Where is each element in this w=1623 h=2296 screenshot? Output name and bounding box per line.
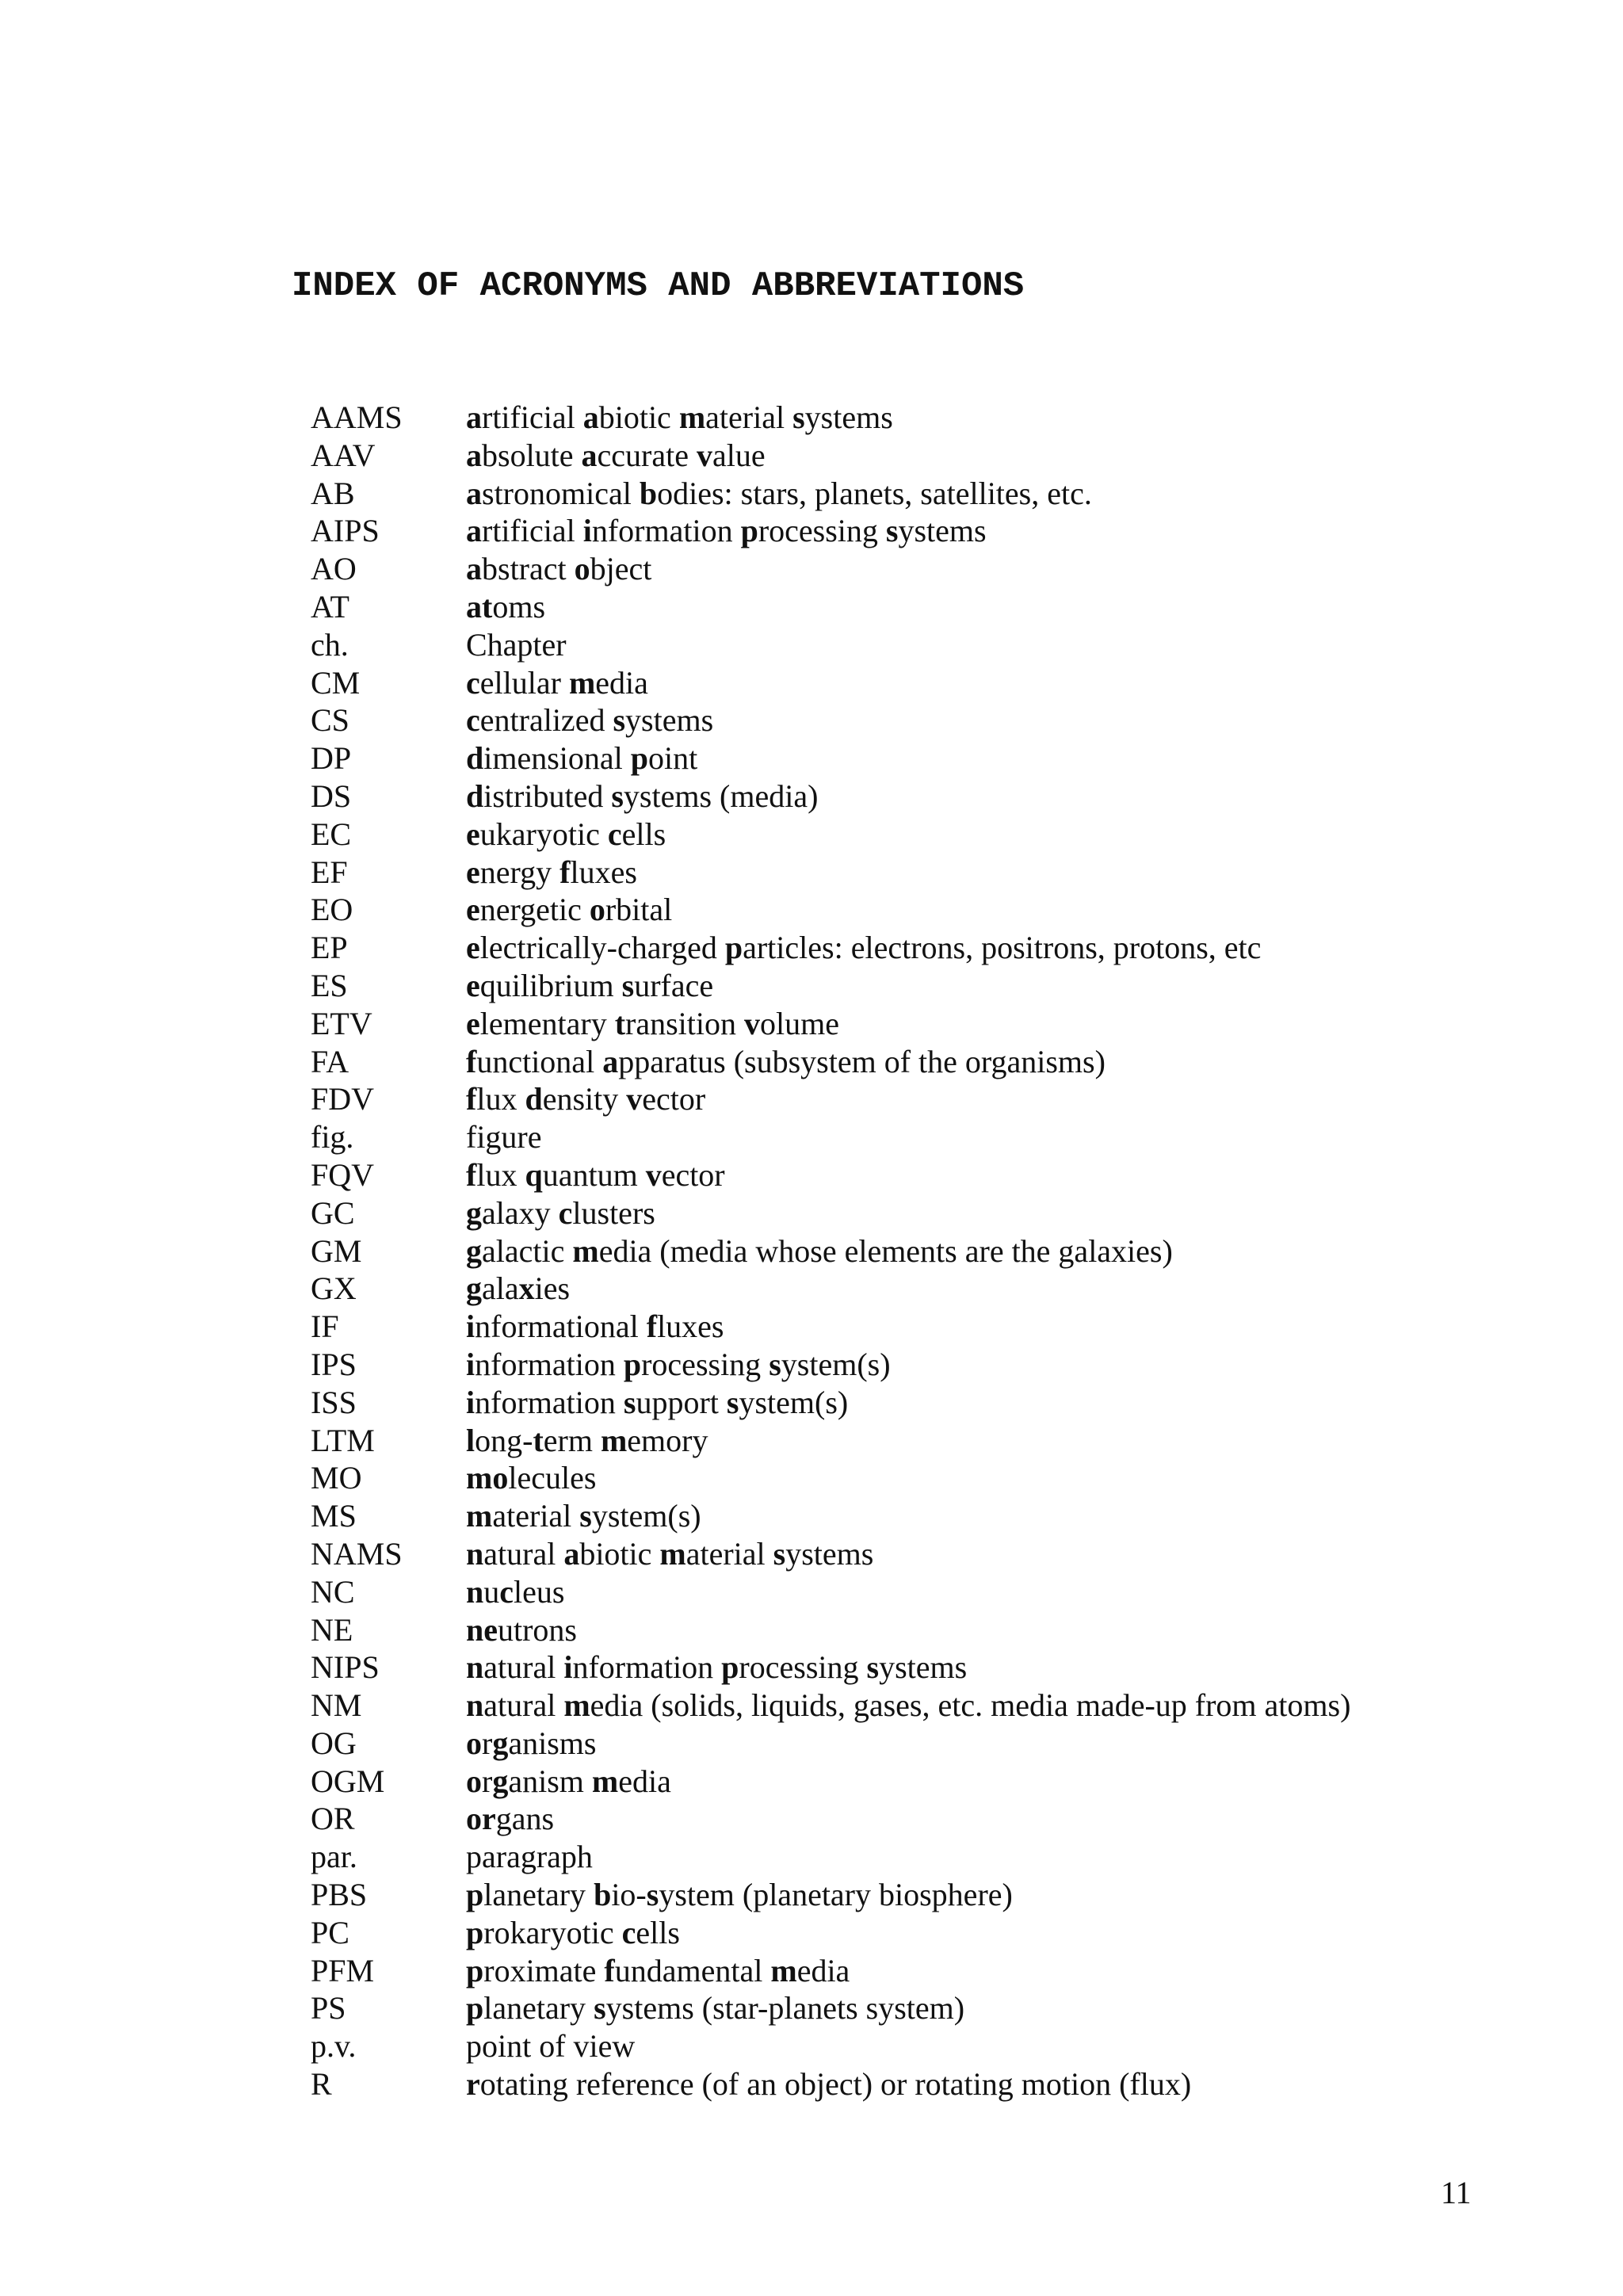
acronym-definition <box>466 664 648 702</box>
acronym-term: FDV <box>311 1081 375 1117</box>
page-number: 11 <box>1441 2175 1472 2210</box>
acronym-term: GM <box>311 1232 362 1269</box>
definition-initial-bold: d <box>466 777 484 814</box>
definition-text: aterial <box>705 399 793 435</box>
acronym-term: R <box>311 2066 332 2103</box>
definition-initial-bold: g <box>492 1763 509 1799</box>
definition-text: ystem(s) <box>781 1346 891 1382</box>
definition-initial-bold: c <box>466 702 480 739</box>
definition-text: anisms <box>508 1725 597 1761</box>
acronym-term: IPS <box>311 1346 357 1382</box>
acronym-definition <box>466 1838 593 1876</box>
definition-text: ransition <box>625 1005 744 1041</box>
definition-initial-bold: m <box>770 1952 797 1988</box>
definition-text: ystems <box>879 1649 968 1686</box>
definition-text: odies: stars, planets, satellites, etc. <box>657 475 1092 511</box>
definition-text: ala <box>482 1270 519 1307</box>
definition-text: ector <box>642 1081 706 1117</box>
definition-initial-bold: e <box>466 892 480 928</box>
acronym-term: ETV <box>311 1005 372 1041</box>
acronym-definition <box>466 929 1261 967</box>
acronym-term: AIPS <box>311 513 380 549</box>
acronym-definition <box>466 1573 564 1611</box>
acronym-term: NE <box>311 1611 353 1648</box>
definition-text: nergetic <box>479 892 590 928</box>
acronym-definition <box>466 1384 848 1422</box>
definition-initial-bold: s <box>866 1649 880 1686</box>
definition-initial-bold: d <box>466 740 484 777</box>
definition-initial-bold: q <box>525 1156 543 1193</box>
definition-initial-bold: m <box>563 1687 590 1724</box>
definition-initial-bold: i <box>563 1649 573 1686</box>
definition-text: edia (solids, liquids, gases, etc. media made-up from atoms) <box>590 1687 1351 1724</box>
definition-text: unctional <box>476 1043 603 1079</box>
acronym-definition <box>466 891 672 929</box>
definition-initial-bold: a <box>563 1535 580 1572</box>
acronym-definition <box>466 1270 570 1308</box>
acronym-term: MO <box>311 1460 362 1496</box>
definition-text: biotic <box>579 1535 660 1572</box>
definition-text: rocessing <box>758 513 886 549</box>
definition-text: ies <box>534 1270 571 1307</box>
definition-text: oint <box>648 740 698 777</box>
acronym-term: AAMS <box>311 399 403 435</box>
definition-initial-bold: g <box>466 1232 482 1269</box>
definition-text: luxes <box>570 854 637 890</box>
definition-text: alactic <box>482 1232 573 1269</box>
definition-text: rtificial <box>482 513 583 549</box>
acronym-definition <box>466 1611 577 1649</box>
definition-initial-bold: ne <box>466 1611 498 1648</box>
acronym-term: OR <box>311 1801 355 1837</box>
definition-text: point of view <box>466 2028 636 2065</box>
definition-text: r <box>482 1763 493 1799</box>
definition-initial-bold: m <box>591 1763 619 1799</box>
definition-initial-bold: b <box>594 1877 612 1913</box>
definition-text: utrons <box>498 1611 577 1648</box>
definition-text: lux <box>476 1081 525 1117</box>
acronym-term: AT <box>311 588 349 625</box>
definition-text: ystems (star-planets system) <box>605 1990 965 2027</box>
definition-text: otating reference (of an object) or rotating motion (flux) <box>479 2066 1192 2103</box>
definition-initial-bold: e <box>466 967 480 1003</box>
definition-text: luxes <box>657 1308 724 1345</box>
definition-initial-bold: o <box>574 551 590 587</box>
definition-initial-bold: n <box>466 1573 484 1610</box>
definition-text: ystems <box>625 702 714 739</box>
definition-text: istributed <box>483 777 612 814</box>
definition-text: rokaryotic <box>483 1914 622 1950</box>
definition-initial-bold: g <box>466 1194 482 1231</box>
definition-text: ystems <box>804 399 893 435</box>
acronym-term: ISS <box>311 1384 357 1420</box>
definition-initial-bold: x <box>518 1270 535 1307</box>
definition-initial-bold: a <box>466 551 482 587</box>
definition-initial-bold: m <box>572 1232 599 1269</box>
definition-text: alue <box>712 437 766 473</box>
definition-text: oms <box>492 588 546 625</box>
acronym-definition <box>466 1459 596 1497</box>
definition-text: ells <box>636 1914 680 1950</box>
definition-text: ccurate <box>597 437 697 473</box>
acronym-definition <box>466 1080 705 1118</box>
definition-text: entralized <box>479 702 613 739</box>
acronym-term: NM <box>311 1687 362 1724</box>
definition-initial-bold: a <box>581 437 598 473</box>
definition-initial-bold: c <box>558 1194 573 1231</box>
acronym-term: GC <box>311 1194 355 1231</box>
acronym-definition <box>466 1194 655 1232</box>
acronym-term: par. <box>311 1839 357 1875</box>
definition-initial-bold: p <box>466 1990 484 2027</box>
acronym-definition <box>466 1535 873 1573</box>
acronym-term: EC <box>311 816 352 852</box>
acronym-definition <box>466 1043 1106 1081</box>
acronym-definition <box>466 1914 680 1952</box>
acronym-term: FA <box>311 1043 349 1079</box>
definition-text: aterial <box>685 1535 773 1572</box>
definition-text: olume <box>760 1005 839 1041</box>
definition-text: figure <box>466 1119 542 1156</box>
acronym-term: PBS <box>311 1877 368 1913</box>
acronym-term: CS <box>311 702 349 739</box>
definition-text: alaxy <box>482 1194 559 1231</box>
page-title: INDEX OF ACRONYMS AND ABBREVIATIONS <box>292 266 1025 306</box>
definition-initial-bold: f <box>559 854 571 890</box>
definition-initial-bold: t <box>614 1005 626 1041</box>
acronym-definition <box>466 1687 1350 1725</box>
definition-initial-bold: f <box>604 1952 615 1988</box>
acronym-term: NAMS <box>311 1535 403 1572</box>
definition-text: rbital <box>605 892 673 928</box>
acronym-definition <box>466 1422 708 1460</box>
acronym-definition <box>466 1725 596 1763</box>
acronym-term: PC <box>311 1914 349 1950</box>
definition-text: urface <box>634 967 714 1003</box>
definition-text: bject <box>590 551 652 587</box>
acronym-term: EO <box>311 892 353 928</box>
definition-text: paragraph <box>466 1839 593 1875</box>
definition-initial-bold: c <box>621 1914 636 1950</box>
definition-text: nformation <box>591 513 741 549</box>
definition-text: ystem(s) <box>591 1498 701 1534</box>
definition-initial-bold: f <box>646 1308 658 1345</box>
acronym-definition <box>466 2065 1191 2103</box>
acronym-definition <box>466 437 766 475</box>
definition-initial-bold: i <box>466 1384 475 1420</box>
definition-initial-bold: n <box>466 1687 484 1724</box>
acronym-definition <box>466 626 567 664</box>
definition-text: ystems <box>785 1535 874 1572</box>
definition-initial-bold: v <box>626 1081 643 1117</box>
acronym-definition <box>466 550 651 588</box>
definition-text: bstract <box>482 551 575 587</box>
definition-initial-bold: l <box>466 1422 475 1458</box>
definition-initial-bold: p <box>466 1914 484 1950</box>
acronym-term: NIPS <box>311 1649 380 1686</box>
definition-text: pparatus (subsystem of the organisms) <box>618 1043 1106 1079</box>
definition-initial-bold: a <box>466 437 482 473</box>
definition-initial-bold: o <box>466 1763 482 1799</box>
acronym-definition <box>466 1989 964 2027</box>
definition-text: nformation <box>475 1346 624 1382</box>
definition-text: rocessing <box>739 1649 867 1686</box>
definition-text: bsolute <box>482 437 582 473</box>
definition-initial-bold: v <box>697 437 712 473</box>
acronym-term: LTM <box>311 1422 375 1458</box>
acronym-definition <box>466 1497 701 1535</box>
definition-text: ensity <box>542 1081 627 1117</box>
definition-initial-bold: s <box>623 1384 636 1420</box>
definition-initial-bold: t <box>533 1422 544 1458</box>
definition-text: ystem(s) <box>739 1384 849 1420</box>
definition-initial-bold: f <box>466 1043 477 1079</box>
definition-initial-bold: m <box>678 399 706 435</box>
definition-text: atural <box>483 1649 564 1686</box>
acronym-term: NC <box>311 1573 355 1610</box>
definition-text: biotic <box>598 399 679 435</box>
acronym-term: EF <box>311 854 348 890</box>
definition-initial-bold: f <box>466 1156 477 1193</box>
definition-initial-bold: a <box>466 513 482 549</box>
acronym-definition <box>466 739 697 777</box>
acronym-term: DP <box>311 740 352 777</box>
acronym-definition <box>466 1800 554 1838</box>
definition-initial-bold: p <box>623 1346 642 1382</box>
acronym-definition <box>466 1005 839 1043</box>
definition-text: leus <box>514 1573 565 1610</box>
definition-text: r <box>482 1725 493 1761</box>
definition-text: gans <box>495 1801 555 1837</box>
definition-initial-bold: s <box>621 967 635 1003</box>
definition-text: lux <box>476 1156 525 1193</box>
acronym-definition <box>466 1118 542 1156</box>
definition-text: lusters <box>572 1194 655 1231</box>
definition-text: anism <box>508 1763 592 1799</box>
acronym-definition <box>466 588 545 626</box>
definition-initial-bold: a <box>582 399 599 435</box>
definition-text: ystems <box>898 513 987 549</box>
definition-initial-bold: mo <box>466 1460 509 1496</box>
definition-initial-bold: p <box>740 513 758 549</box>
acronym-definition <box>466 1648 967 1687</box>
definition-initial-bold: g <box>466 1270 482 1307</box>
definition-text: ellular <box>479 664 569 701</box>
definition-text: quilibrium <box>479 967 622 1003</box>
acronym-term: AAV <box>311 437 376 473</box>
definition-text: undamental <box>614 1952 771 1988</box>
definition-text: nergy <box>479 854 560 890</box>
definition-initial-bold: p <box>466 1952 484 1988</box>
definition-text: io- <box>611 1877 647 1913</box>
acronym-definition <box>466 2027 635 2065</box>
acronym-term: PS <box>311 1990 346 2027</box>
definition-text: ector <box>661 1156 725 1193</box>
definition-initial-bold: m <box>659 1535 686 1572</box>
definition-initial-bold: e <box>466 930 480 966</box>
definition-text: atural <box>483 1687 564 1724</box>
acronym-term: OG <box>311 1725 357 1761</box>
definition-initial-bold: s <box>579 1498 592 1534</box>
definition-initial-bold: v <box>645 1156 662 1193</box>
definition-text: nformation <box>475 1384 624 1420</box>
definition-initial-bold: o <box>589 892 605 928</box>
definition-text: aterial <box>492 1498 580 1534</box>
definition-initial-bold: s <box>594 1990 606 2027</box>
acronym-definition <box>466 1346 891 1384</box>
definition-initial-bold: m <box>466 1498 493 1534</box>
definition-initial-bold: s <box>769 1346 781 1382</box>
definition-text: ells <box>621 816 666 852</box>
definition-initial-bold: s <box>646 1877 659 1913</box>
definition-initial-bold: b <box>639 475 658 511</box>
definition-text: edia <box>618 1763 671 1799</box>
definition-text: ong- <box>475 1422 533 1458</box>
definition-initial-bold: s <box>611 777 624 814</box>
acronym-definition <box>466 816 666 854</box>
definition-text: erm <box>543 1422 601 1458</box>
definition-text: lanetary <box>483 1990 594 2027</box>
definition-initial-bold: or <box>466 1801 496 1837</box>
acronym-term: PFM <box>311 1952 375 1988</box>
definition-text: edia (media whose elements are the galaxies) <box>598 1232 1173 1269</box>
definition-text: ukaryotic <box>479 816 608 852</box>
definition-initial-bold: e <box>466 1005 480 1041</box>
definition-text: uantum <box>542 1156 646 1193</box>
definition-text: u <box>483 1573 500 1610</box>
definition-initial-bold: c <box>499 1573 514 1610</box>
definition-initial-bold: a <box>466 399 482 435</box>
definition-initial-bold: i <box>466 1308 475 1345</box>
definition-initial-bold: n <box>466 1649 484 1686</box>
acronym-term: AO <box>311 551 357 587</box>
definition-initial-bold: e <box>466 816 480 852</box>
definition-text: stronomical <box>482 475 640 511</box>
definition-text: lectrically-charged <box>479 930 725 966</box>
acronym-term: FQV <box>311 1156 375 1193</box>
definition-initial-bold: i <box>582 513 592 549</box>
acronym-term: CM <box>311 664 361 701</box>
definition-initial-bold: n <box>466 1535 484 1572</box>
definition-initial-bold: at <box>466 588 493 625</box>
definition-initial-bold: v <box>744 1005 760 1041</box>
acronym-definition <box>466 1156 725 1194</box>
acronym-definition <box>466 1308 724 1346</box>
definition-initial-bold: c <box>466 664 480 701</box>
acronym-term: AB <box>311 475 355 511</box>
definition-initial-bold: s <box>613 702 626 739</box>
acronym-definition <box>466 1876 1013 1914</box>
definition-initial-bold: e <box>466 854 480 890</box>
acronym-definition <box>466 1952 850 1990</box>
acronym-term: IF <box>311 1308 339 1345</box>
acronym-term: MS <box>311 1498 357 1534</box>
acronym-definition <box>466 701 713 739</box>
acronym-term: ch. <box>311 626 349 663</box>
definition-text: edia <box>595 664 648 701</box>
definition-text: imensional <box>483 740 631 777</box>
definition-initial-bold: a <box>466 475 482 511</box>
acronym-definition <box>466 967 713 1005</box>
definition-initial-bold: c <box>607 816 622 852</box>
definition-initial-bold: a <box>602 1043 619 1079</box>
definition-initial-bold: p <box>724 930 743 966</box>
definition-text: edia <box>796 1952 850 1988</box>
definition-initial-bold: f <box>466 1081 477 1117</box>
acronym-term: ES <box>311 967 348 1003</box>
definition-text: nformation <box>572 1649 722 1686</box>
definition-initial-bold: s <box>885 513 899 549</box>
acronym-term: fig. <box>311 1119 354 1156</box>
definition-text: lementary <box>479 1005 615 1041</box>
acronym-definition <box>466 512 987 550</box>
definition-text: Chapter <box>466 626 567 663</box>
definition-text: upport <box>636 1384 727 1420</box>
definition-initial-bold: p <box>466 1877 484 1913</box>
definition-text: atural <box>483 1535 564 1572</box>
definition-initial-bold: m <box>568 664 596 701</box>
definition-text: lecules <box>508 1460 597 1496</box>
definition-text: rtificial <box>482 399 583 435</box>
definition-text: nformational <box>475 1308 647 1345</box>
acronym-definition <box>466 1763 671 1801</box>
definition-initial-bold: s <box>726 1384 739 1420</box>
definition-initial-bold: s <box>792 399 805 435</box>
acronym-term: p.v. <box>311 2028 357 2065</box>
definition-text: rocessing <box>641 1346 769 1382</box>
acronym-term: EP <box>311 930 348 966</box>
definition-initial-bold: g <box>492 1725 509 1761</box>
definition-initial-bold: m <box>600 1422 628 1458</box>
definition-text: articles: electrons, positrons, protons, etc <box>743 930 1262 966</box>
definition-initial-bold: o <box>466 1725 482 1761</box>
definition-text: lanetary <box>483 1877 594 1913</box>
definition-initial-bold: p <box>721 1649 739 1686</box>
definition-text: ystem (planetary biosphere) <box>659 1877 1013 1913</box>
acronym-definition <box>466 777 818 816</box>
definition-initial-bold: d <box>525 1081 543 1117</box>
acronym-definition <box>466 399 893 437</box>
definition-text: emory <box>627 1422 708 1458</box>
acronym-term: OGM <box>311 1763 385 1799</box>
acronym-definition <box>466 1232 1173 1270</box>
acronym-term: DS <box>311 777 352 814</box>
acronym-term: GX <box>311 1270 357 1307</box>
definition-text: ystems (media) <box>623 777 819 814</box>
acronym-definition <box>466 854 637 892</box>
definition-initial-bold: r <box>466 2066 480 2103</box>
definition-text: roximate <box>483 1952 605 1988</box>
definition-initial-bold: i <box>466 1346 475 1382</box>
definition-initial-bold: p <box>630 740 649 777</box>
acronym-definition <box>466 475 1092 513</box>
definition-initial-bold: s <box>773 1535 786 1572</box>
